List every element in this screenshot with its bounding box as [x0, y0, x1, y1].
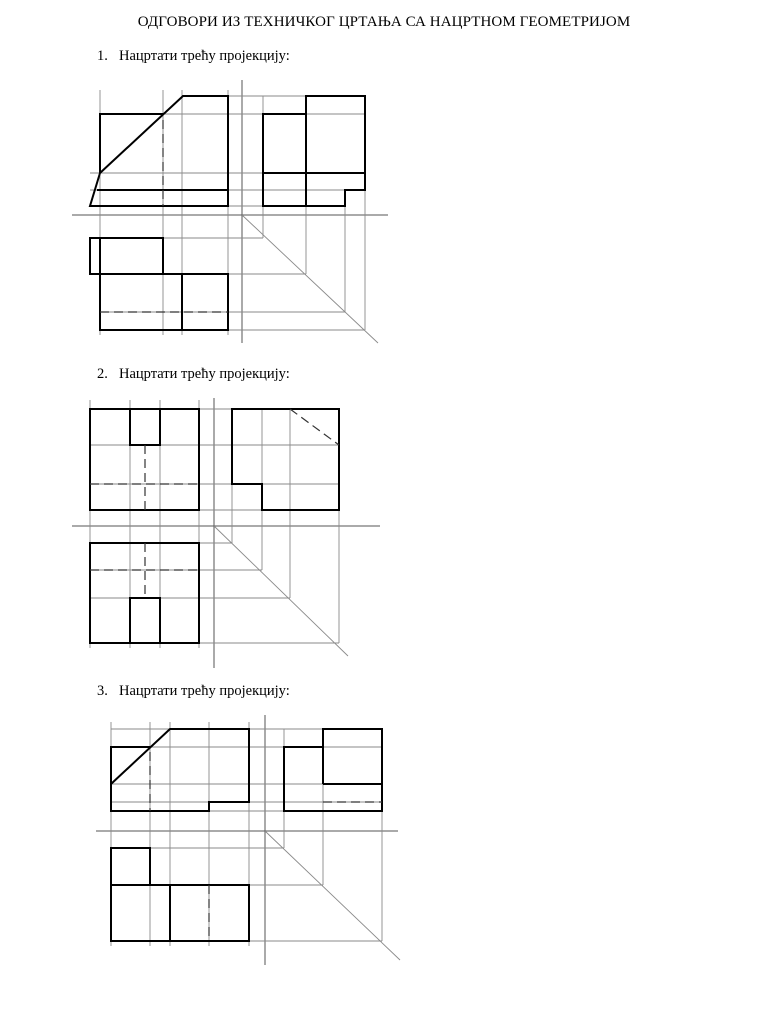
drawing-3-side-view [284, 729, 382, 811]
page-title: ОДГОВОРИ ИЗ ТЕХНИЧКОГ ЦРТАЊА СА НАЦРТНОМ ГЕОМЕТРИЈОМ [137, 14, 631, 30]
task-2-text: Нацртати трећу пројекцију: [119, 366, 290, 382]
drawing-3-side-outline [284, 729, 382, 811]
drawing-3-top-outline [111, 848, 150, 885]
drawing-3-top-view [111, 848, 249, 941]
drawing-3-top-outline [111, 885, 249, 941]
drawing-3-front-view [111, 729, 249, 811]
task-1-number: 1. [97, 48, 108, 64]
task-3-number: 3. [97, 683, 108, 699]
task-3-text: Нацртати трећу пројекцију: [119, 683, 290, 699]
task-2-number: 2. [97, 366, 108, 382]
drawing-3-front-outline [111, 729, 249, 811]
task-1-text: Нацртати трећу пројекцију: [119, 48, 290, 64]
